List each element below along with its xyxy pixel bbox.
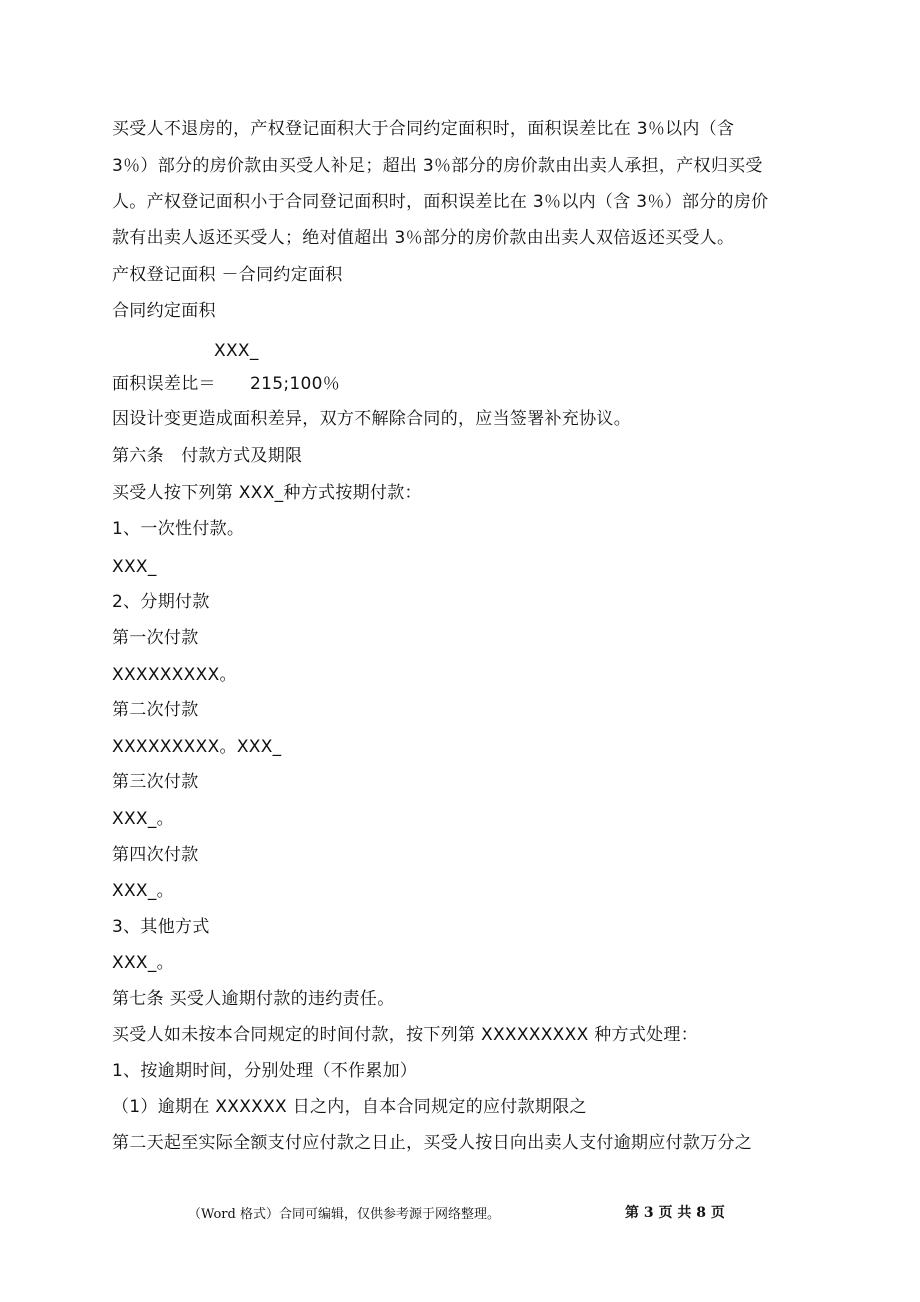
installment-1-label: 第一次付款 <box>112 628 199 648</box>
payment-option-1-value: XXX_ <box>112 557 157 577</box>
installment-1-value: XXXXXXXXX。 <box>112 665 237 685</box>
footer-note: （Word 格式）合同可编辑，仅供参考源于网络整理。 <box>188 1207 500 1222</box>
installment-3-value: XXX_。 <box>112 809 174 829</box>
payment-option-2: 2、分期付款 <box>112 592 210 612</box>
page-number: 第 3 页 共 8 页 <box>625 1205 725 1221</box>
paragraph-line: 3％）部分的房价款由买受人补足；超出 3％部分的房价款由出卖人承担，产权归买受 <box>112 156 763 176</box>
installment-4-value: XXX_。 <box>112 881 174 901</box>
paragraph-line: 买受人不退房的，产权登记面积大于合同约定面积时，面积误差比在 3％以内（含 <box>112 119 735 139</box>
payment-option-3-value: XXX_。 <box>112 953 174 973</box>
article-7-item-1: 1、按逾期时间，分别处理（不作累加） <box>112 1061 418 1081</box>
installment-4-label: 第四次付款 <box>112 845 199 865</box>
formula-label: 面积误差比＝ <box>112 374 216 394</box>
paragraph-line: 人。产权登记面积小于合同登记面积时，面积误差比在 3％以内（含 3％）部分的房价 <box>112 192 769 212</box>
paragraph-line: 款有出卖人返还买受人；绝对值超出 3％部分的房价款由出卖人双倍返还买受人。 <box>112 228 735 248</box>
formula-denominator: 合同约定面积 <box>112 301 216 321</box>
article-7-item-1-sub: （1）逾期在 XXXXXX 日之内，自本合同规定的应付款期限之 <box>112 1097 587 1117</box>
article-7-continuation: 第二天起至实际全额支付应付款之日止，买受人按日向出卖人支付逾期应付款万分之 <box>112 1133 753 1153</box>
payment-option-3: 3、其他方式 <box>112 917 210 937</box>
formula-numerator: 产权登记面积 －合同约定面积 <box>112 265 343 285</box>
installment-3-label: 第三次付款 <box>112 772 199 792</box>
article-6-intro: 买受人按下列第 XXX_种方式按期付款： <box>112 483 422 503</box>
installment-2-value: XXXXXXXXX。XXX_ <box>112 737 282 757</box>
payment-option-1: 1、一次性付款。 <box>112 519 245 539</box>
article-7-title: 第七条 买受人逾期付款的违约责任。 <box>112 989 395 1009</box>
installment-2-label: 第二次付款 <box>112 700 199 720</box>
supplement-note: 因设计变更造成面积差异，双方不解除合同的，应当签署补充协议。 <box>112 409 631 429</box>
article-6-title: 第六条 付款方式及期限 <box>112 446 303 466</box>
article-7-intro: 买受人如未按本合同规定的时间付款，按下列第 XXXXXXXXX 种方式处理： <box>112 1025 699 1045</box>
formula-placeholder: XXX_ <box>214 341 259 361</box>
formula-value: 215;100％ <box>250 374 341 394</box>
